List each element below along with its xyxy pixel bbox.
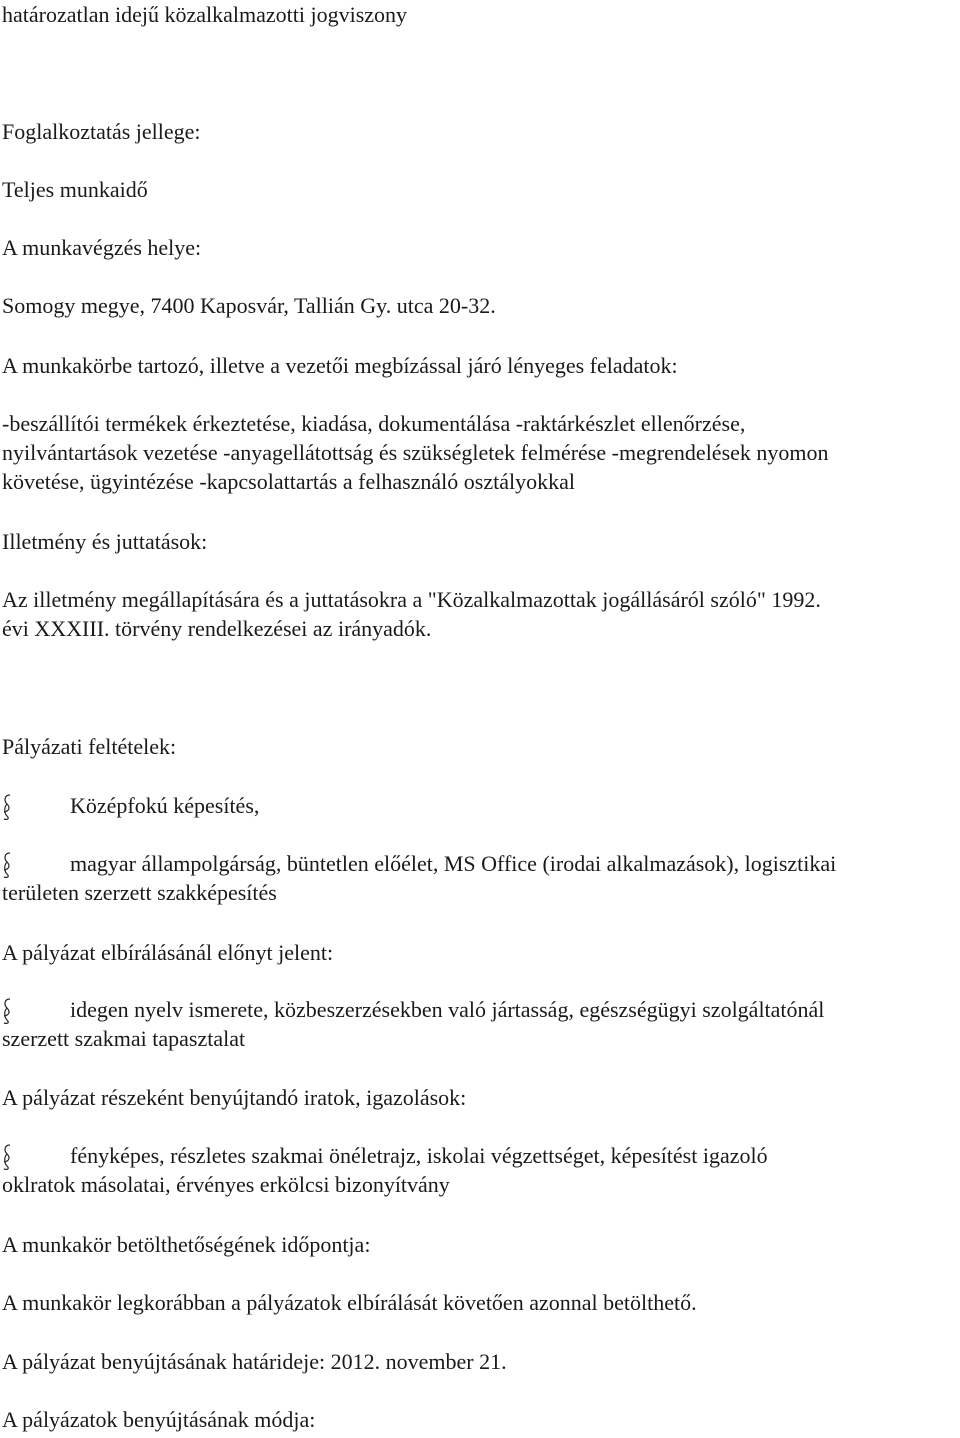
- duties-line-2: nyilvántartások vezetése -anyagellátottság és szükségletek felmérése -megrendelések nyomon: [2, 440, 829, 465]
- documents-item-1-cont: oklratok másolatai, érvényes erkölcsi bizonyítvány: [2, 1172, 450, 1197]
- requirement-item-2: magyar állampolgárság, büntetlen előélet, MS Office (irodai alkalmazások), logisztikai: [70, 851, 837, 876]
- documents-heading: A pályázat részeként benyújtandó iratok, igazolások:: [2, 1085, 467, 1110]
- duties-line-3: követése, ügyintézése -kapcsolattartás a felhasználó osztályokkal: [2, 469, 575, 494]
- requirement-item-1: Középfokú képesítés,: [70, 793, 260, 818]
- salary-line-1: Az illetmény megállapítására és a juttatásokra a "Közalkalmazottak jogállásáról szóló" 1992.: [2, 587, 821, 612]
- duties-line-1: -beszállítói termékek érkeztetése, kiadása, dokumentálása -raktárkészlet ellenőrzése,: [2, 411, 746, 436]
- requirements-heading: Pályázati feltételek:: [2, 734, 177, 759]
- section-mark-icon: [2, 997, 12, 1025]
- employment-nature-value: Teljes munkaidő: [2, 177, 148, 202]
- advantage-heading: A pályázat elbírálásánál előnyt jelent:: [2, 940, 334, 965]
- section-mark-icon: [2, 793, 12, 821]
- submission-method-heading: A pályázatok benyújtásának módja:: [2, 1407, 316, 1432]
- employment-nature-heading: Foglalkoztatás jellege:: [2, 119, 201, 144]
- section-mark-icon: [2, 1143, 12, 1171]
- employment-type-text: határozatlan idejű közalkalmazotti jogviszony: [2, 2, 408, 27]
- requirement-item-2-cont: területen szerzett szakképesítés: [2, 880, 277, 905]
- start-date-value: A munkakör legkorábban a pályázatok elbírálását követően azonnal betölthető.: [2, 1290, 697, 1315]
- advantage-item-1: idegen nyelv ismerete, közbeszerzésekben való jártasság, egészségügyi szolgáltatónál: [70, 997, 825, 1022]
- documents-item-1: fényképes, részletes szakmai önéletrajz, iskolai végzettséget, képesítést igazoló: [70, 1143, 768, 1168]
- workplace-heading: A munkavégzés helye:: [2, 235, 202, 260]
- section-mark-icon: [2, 851, 12, 879]
- workplace-value: Somogy megye, 7400 Kaposvár, Tallián Gy. utca 20-32.: [2, 293, 496, 318]
- salary-line-2: évi XXXIII. törvény rendelkezései az irányadók.: [2, 616, 432, 641]
- advantage-item-1-cont: szerzett szakmai tapasztalat: [2, 1026, 246, 1051]
- salary-heading: Illetmény és juttatások:: [2, 529, 208, 554]
- deadline-text: A pályázat benyújtásának határideje: 2012. november 21.: [2, 1349, 507, 1374]
- duties-heading: A munkakörbe tartozó, illetve a vezetői megbízással járó lényeges feladatok:: [2, 353, 678, 378]
- start-date-heading: A munkakör betölthetőségének időpontja:: [2, 1232, 371, 1257]
